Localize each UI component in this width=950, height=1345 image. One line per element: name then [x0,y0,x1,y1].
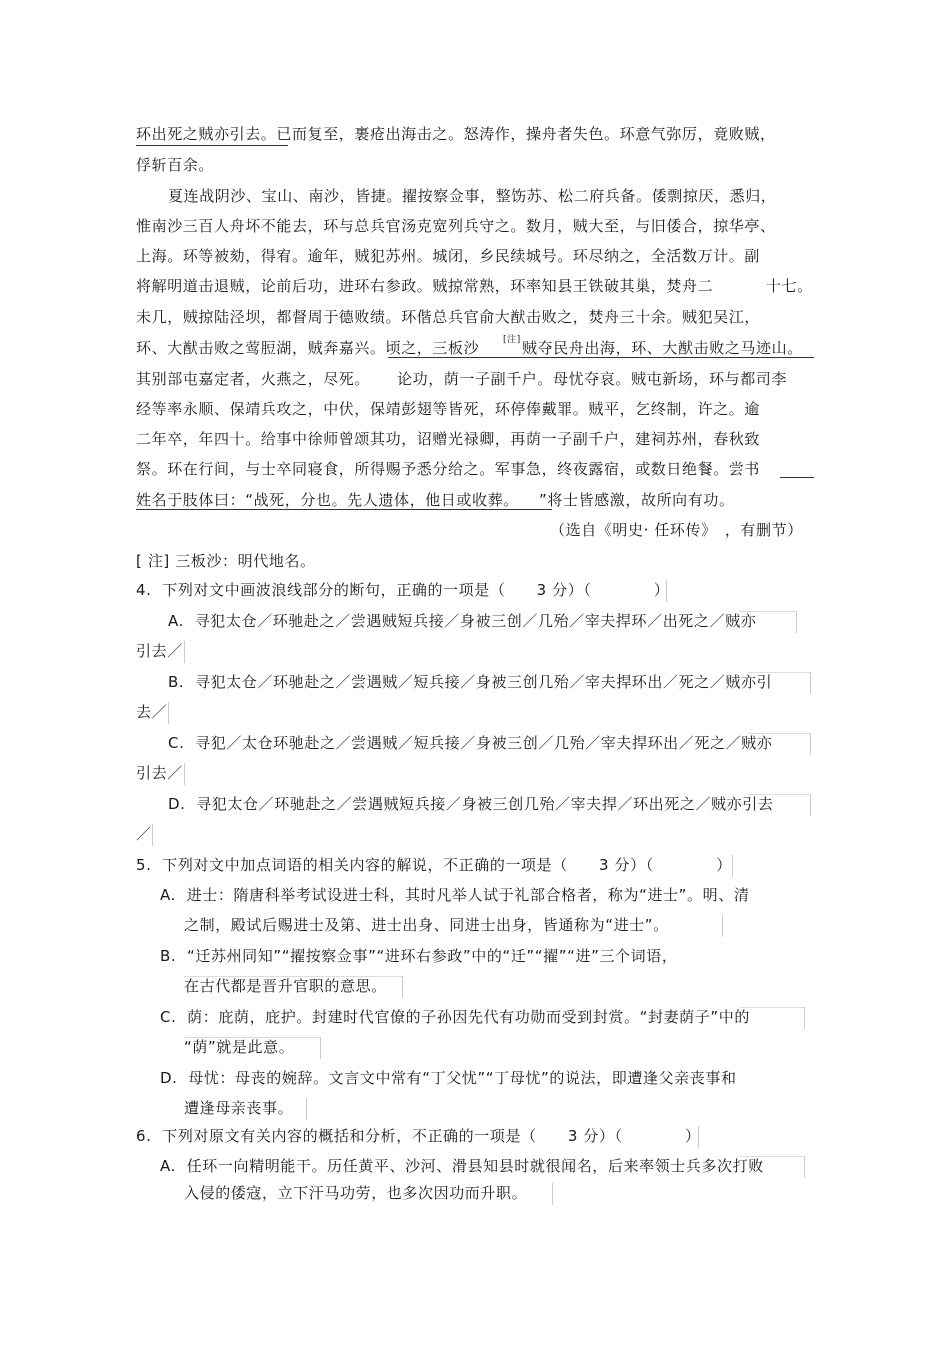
scan-artifact [810,794,811,816]
wavy-underline-mark [136,145,288,146]
passage-line: 十七。 [766,277,813,295]
passage-line: 惟南沙三百人舟坏不能去，环与总兵官汤克宽列兵守之。数月，贼大至，与旧倭合，掠华亭、 [136,217,776,235]
choice-d-cont: 遭逢母亲丧事。 [184,1099,294,1117]
source-citation: （选自《明史· 任环传》 ，有删节） [550,521,803,539]
scan-artifact [168,702,169,724]
choice-b: B. “迁苏州同知”“擢按察佥事”“进环右参政”中的“迁”“擢”“进”三个词语， [160,947,678,965]
question-stem: 6. 下列对原文有关内容的概括和分析，不正确的一项是（ 3 分）（ ） [136,1127,701,1145]
choice-b-cont: 去／ [136,703,168,721]
underline-mark [136,509,552,510]
choice-c-cont: “荫”就是此意。 [184,1038,295,1056]
scan-artifact [184,763,185,785]
choice-c-cont: 引去／ [136,764,183,782]
passage-line: 俘斩百余。 [136,156,215,174]
scan-artifact [740,1156,804,1157]
scan-artifact [748,672,810,673]
scan-artifact [804,1156,805,1178]
scan-artifact [722,915,723,937]
choice-a: A. 任环一向精明能干。历任黄平、沙河、滑县知县时就很闻名，后来率领士兵多次打败 [160,1157,764,1175]
choice-d: D. 母忧：母丧的婉辞。文言文中常有“丁父忧”“丁母忧”的说法，即遭逢父亲丧事和 [160,1069,737,1087]
choice-d-cont: ／ [136,825,152,843]
scan-artifact [184,1037,320,1038]
scan-artifact [152,824,153,846]
scan-artifact [184,976,402,977]
passage-line: ”将士皆感激，故所向有功。 [539,491,735,509]
choice-a: A. 寻犯太仓／环驰赴之／尝遇贼短兵接／身被三创／几殆／宰夫捍环／出死之／贼亦 [168,612,757,630]
passage-line: 环、大猷击败之莺脰湖，贼奔嘉兴。顷之，三板沙 [136,339,480,357]
question-stem: 4. 下列对文中画波浪线部分的断句，正确的一项是（ 3 分）（ ） [136,581,670,599]
scan-artifact [748,794,810,795]
choice-a-cont: 入侵的倭寇，立下汗马功劳，也多次因功而升职。 [184,1184,528,1202]
choice-d: D. 寻犯太仓／环驰赴之／尝遇贼短兵接／身被三创几殆／宰夫捍／环出死之／贼亦引去 [168,795,774,813]
choice-b-cont: 在古代都是晋升官职的意思。 [184,977,387,995]
passage-line: 祭。环在行间，与士卒同寝食，所得赐予悉分给之。军事急，终夜露宿，或数日绝餐。尝书 [136,460,761,478]
underline-mark [780,477,814,478]
passage-line: 将解明道击退贼，论前后功，进环右参政。贼掠常熟，环率知县王铁破其巢，焚舟二 [136,277,714,295]
scan-artifact [402,976,403,998]
scan-artifact [810,733,811,755]
scan-artifact [320,1037,321,1059]
scan-artifact [732,855,733,877]
scan-artifact [306,1098,307,1120]
choice-c: C. 寻犯／太仓环驰赴之／尝遇贼／短兵接／身被三创／几殆／宰夫捍环出／死之／贼亦 [168,734,773,752]
passage-line: 夏连战阴沙、宝山、南沙，皆捷。擢按察佥事，整饬苏、松二府兵备。倭剽掠厌，悉归， [168,187,777,205]
scan-artifact [184,641,185,663]
passage-line: 其别部屯嘉定者，火燕之，尽死。 [136,370,371,388]
scan-artifact [666,580,667,602]
passage-line: 贼夺民舟出海，环、大猷击败之马迹山。 [522,339,803,357]
passage-line: 经等率永顺、保靖兵攻之，中伏，保靖彭翅等皆死，环停俸戴罪。贼平，乞终制，许之。逾 [136,400,761,418]
scan-artifact [552,1183,553,1205]
scan-artifact [804,1007,805,1029]
passage-line: 二年卒，年四十。给事中徐师曾颂其功，诏赠光禄卿，再荫一子副千户，建祠苏州，春秋致 [136,430,761,448]
scan-artifact [796,611,797,633]
scan-artifact [748,733,810,734]
scan-artifact [740,611,796,612]
scan-artifact [740,1007,804,1008]
footnote: [ 注] 三板沙：明代地名。 [136,552,316,570]
choice-a-cont: 引去／ [136,642,183,660]
passage-line: 环出死之贼亦引去。已而复至，裹疮出海击之。怒涛作，操舟者失色。环意气弥厉，竟败贼， [136,125,776,143]
choice-a: A. 进士：隋唐科举考试设进士科，其时凡举人试于礼部合格者，称为“进士”。明、清 [160,886,750,904]
passage-line: 论功，荫一子副千户。母忧夺哀。贼屯新场，环与都司李 [397,370,788,388]
choice-c: C. 荫：庇荫，庇护。封建时代官僚的子孙因先代有功勋而受到封赏。“封妻荫子”中的 [160,1008,750,1026]
question-stem: 5. 下列对文中加点词语的相关内容的解说，不正确的一项是（ 3 分）（ ） [136,856,732,874]
scan-artifact [698,1126,699,1148]
passage-line: 上海。环等被劾，得宥。逾年，贼犯苏州。城闭，乡民续城号。环尽纳之，全活数万计。副 [136,247,761,265]
passage-line: 未几，贼掠陆泾坝，都督周于德败绩。环偕总兵官俞大猷击败之，焚舟三十余。贼犯吴江， [136,308,761,326]
scan-artifact [810,672,811,694]
passage-line: 姓名于肢体曰：“战死，分也。先人遗体，他日或收葬。 [136,491,519,509]
choice-b: B. 寻犯太仓／环驰赴之／尝遇贼／短兵接／身被三创几殆／宰夫捍环出／死之／贼亦引 [168,673,773,691]
choice-a-cont: 之制，殿试后赐进士及第、进士出身、同进士出身，皆通称为“进士”。 [184,916,669,934]
underline-mark [388,357,814,358]
footnote-marker: [注] [503,335,521,345]
